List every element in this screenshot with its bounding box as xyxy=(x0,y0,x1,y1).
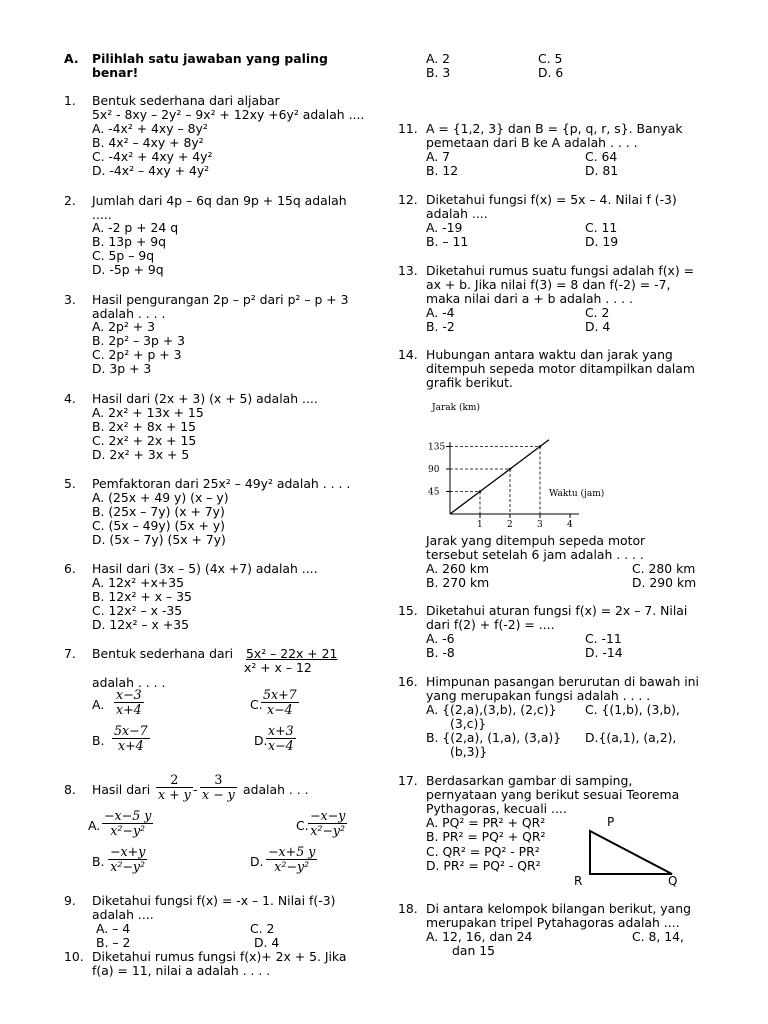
question-text: A = {1,2, 3} dan B = {p, q, r, s}. Banyak xyxy=(426,121,683,136)
option-b: B. {(2,a), (1,a), (3,a)} xyxy=(426,730,562,745)
question-text: ..... xyxy=(92,207,112,222)
question-text: Bentuk sederhana dari xyxy=(92,646,234,661)
option-c: C. (5x – 49y) (5x + y) xyxy=(92,518,225,533)
question-number: 11. xyxy=(398,121,418,136)
question-number: 14. xyxy=(398,347,418,362)
option-b: B. 4x² – 4xy + 8y² xyxy=(92,135,204,150)
option-a-label: A. xyxy=(88,818,101,833)
option-c: C. 2p² + p + 3 xyxy=(92,347,182,362)
option-a: A. 2x² + 13x + 15 xyxy=(92,405,204,420)
minus-sign: - xyxy=(193,782,198,797)
option-c: C. 11 xyxy=(585,220,618,235)
question-text: pernyataan yang berikut sesuai Teorema xyxy=(426,787,680,802)
fraction-1: $\frac{2}{x + y}$ xyxy=(158,772,191,802)
option-a: A. 7 xyxy=(426,149,451,164)
option-a: A. -6 xyxy=(426,631,455,646)
option-c: C. -11 xyxy=(585,631,622,646)
question-text: Pythagoras, kecuali .... xyxy=(426,801,567,816)
x-tick-label: 4 xyxy=(567,520,573,530)
x-tick-label: 3 xyxy=(537,520,543,530)
question-number: 1. xyxy=(64,93,76,108)
question-number: 4. xyxy=(64,391,76,406)
question-text: merupakan tripel Pytahagoras adalah .... xyxy=(426,915,680,930)
option-d: D. 290 km xyxy=(632,575,697,590)
question-number: 15. xyxy=(398,603,418,618)
option-c-fraction: $\frac{5x+7}{x-4}$ xyxy=(263,687,297,717)
option-d: D. -5p + 9q xyxy=(92,262,164,277)
option-a: A. -4x² + 4xy – 8y² xyxy=(92,121,208,136)
question-text: Bentuk sederhana dari aljabar xyxy=(92,93,280,108)
option-c: C. 8, 14, xyxy=(632,929,684,944)
question-text: dari f(2) + f(-2) = .... xyxy=(426,617,555,632)
option-a: A. 12x² +x+35 xyxy=(92,575,185,590)
vertex-p-label: P xyxy=(607,815,615,829)
option-c: C. {(1,b), (3,b), xyxy=(585,702,680,717)
option-d-label: D. xyxy=(254,733,268,748)
series-line xyxy=(450,440,549,514)
data-point xyxy=(509,468,512,471)
question-text: 5x² - 8xy – 2y² – 9x² + 12xy +6y² adalah .... xyxy=(92,107,365,122)
question-number: 16. xyxy=(398,674,418,689)
question-text: Diketahui rumus fungsi f(x)+ 2x + 5. Jika xyxy=(92,949,347,964)
option-a: A. -19 xyxy=(426,220,463,235)
question-number: 9. xyxy=(64,893,76,908)
question-text: adalah .... xyxy=(92,907,154,922)
instruction-line-2: benar! xyxy=(92,65,139,80)
question-number: 2. xyxy=(64,193,76,208)
option-d: D. (5x – 7y) (5x + 7y) xyxy=(92,532,226,547)
question-text: adalah . . . xyxy=(243,782,309,797)
question-number: 10. xyxy=(64,949,84,964)
option-a: A. 2p² + 3 xyxy=(92,319,155,334)
option-b-fraction: $\frac{5x-7}{x+4}$ xyxy=(114,723,148,753)
option-b: B. 13p + 9q xyxy=(92,234,167,249)
question-text: Hubungan antara waktu dan jarak yang xyxy=(426,347,673,362)
option-a-cont: dan 15 xyxy=(452,943,496,958)
option-b-label: B. xyxy=(92,854,105,869)
question-text: grafik berikut. xyxy=(426,375,513,390)
option-d: D. 19 xyxy=(585,234,619,249)
question-text: Diketahui rumus suatu fungsi adalah f(x) = xyxy=(426,263,695,278)
option-a: A. 260 km xyxy=(426,561,489,576)
data-point xyxy=(479,490,482,493)
question-text: Himpunan pasangan berurutan di bawah ini xyxy=(426,674,699,689)
question-text: ditempuh sepeda motor ditampilkan dalam xyxy=(426,361,695,376)
question-text: tersebut setelah 6 jam adalah . . . . xyxy=(426,547,644,562)
option-a: A. (25x + 49 y) (x – y) xyxy=(92,490,229,505)
option-b: B. 2p² – 3p + 3 xyxy=(92,333,186,348)
x-tick-label: 1 xyxy=(477,520,483,530)
y-tick-label: 90 xyxy=(428,465,440,475)
data-point xyxy=(539,445,542,448)
option-a: A. PQ² = PR² + QR² xyxy=(426,815,546,830)
question-text: Pemfaktoran dari 25x² – 49y² adalah . . . . xyxy=(92,476,351,491)
option-b: B. 2x² + 8x + 15 xyxy=(92,419,197,434)
question-number: 8. xyxy=(64,782,76,797)
question-text: Jumlah dari 4p – 6q dan 9p + 15q adalah xyxy=(92,193,347,208)
question-text: Diketahui fungsi f(x) = 5x – 4. Nilai f (-3) xyxy=(426,192,677,207)
option-d: D. -14 xyxy=(585,645,623,660)
option-d-cont: (b,3)} xyxy=(450,744,488,759)
question-text: Diketahui fungsi f(x) = -x – 1. Nilai f(-3) xyxy=(92,893,336,908)
option-d-label: D. xyxy=(250,854,264,869)
y-tick-label: 135 xyxy=(428,442,446,453)
question-number: 5. xyxy=(64,476,76,491)
question-number: 18. xyxy=(398,901,418,916)
fraction-denominator: x² + x – 12 xyxy=(244,660,312,675)
section-label: A. xyxy=(64,51,79,66)
option-d: D. 6 xyxy=(538,65,564,80)
option-c-fraction: $\frac{-x-y}{\text{x²−y²}}$ xyxy=(310,808,346,838)
option-a: A. {(2,a),(3,b), (2,c)} xyxy=(426,702,557,717)
question-text: adalah . . . . xyxy=(92,306,166,321)
question-text: Di antara kelompok bilangan berikut, yang xyxy=(426,901,691,916)
option-d: D. -4x² – 4xy + 4y² xyxy=(92,163,210,178)
question-number: 3. xyxy=(64,292,76,307)
vertex-q-label: Q xyxy=(668,874,678,888)
question-text: adalah .... xyxy=(426,206,488,221)
vertex-r-label: R xyxy=(574,874,583,888)
question-text: adalah . . . . xyxy=(92,675,166,690)
option-b: B. -2 xyxy=(426,319,455,334)
question-text: Hasil dari xyxy=(92,782,151,797)
option-c: C. 2 xyxy=(585,305,610,320)
option-b: B. 270 km xyxy=(426,575,490,590)
option-c: C. 2 xyxy=(250,921,275,936)
instruction-line-1: Pilihlah satu jawaban yang paling xyxy=(92,51,328,66)
option-c: C. 64 xyxy=(585,149,618,164)
question-number: 12. xyxy=(398,192,418,207)
option-d: D. 4 xyxy=(585,319,611,334)
option-d: D. 3p + 3 xyxy=(92,361,152,376)
option-d: D. PR² = PQ² - QR² xyxy=(426,858,541,873)
option-b: B. -8 xyxy=(426,645,455,660)
option-d-fraction: $\frac{-x+5 y}{\text{x²−y²}}$ xyxy=(268,844,316,874)
option-c: C. 280 km xyxy=(632,561,696,576)
option-d: D. 12x² – x +35 xyxy=(92,617,189,632)
option-b-fraction: $\frac{-x+y}{\text{x²−y²}}$ xyxy=(110,844,146,874)
y-axis-label: Jarak (km) xyxy=(432,403,480,413)
question-text: Berdasarkan gambar di samping, xyxy=(426,773,633,788)
option-d: D. 81 xyxy=(585,163,619,178)
question-text: Hasil dari (2x + 3) (x + 5) adalah .... xyxy=(92,391,318,406)
question-text: ax + b. Jika nilai f(3) = 8 dan f(-2) = -7, xyxy=(426,277,671,292)
option-c-cont: (3,c)} xyxy=(450,716,487,731)
question-text: Hasil dari (3x – 5) (4x +7) adalah .... xyxy=(92,561,318,576)
fraction-numerator: 5x² – 22x + 21 xyxy=(246,646,338,661)
option-b: B. 12 xyxy=(426,163,459,178)
question-text: maka nilai dari a + b adalah . . . . xyxy=(426,291,633,306)
option-a-fraction: $\frac{-x-5 y}{\text{x²−y²}}$ xyxy=(104,808,152,838)
option-d-fraction: $\frac{x+3}{x-4}$ xyxy=(268,723,294,753)
option-a: A. 2 xyxy=(426,51,451,66)
question-number: 7. xyxy=(64,646,76,661)
option-a: A. 12, 16, dan 24 xyxy=(426,929,533,944)
option-d: D. 2x² + 3x + 5 xyxy=(92,447,190,462)
option-c: C. 12x² – x -35 xyxy=(92,603,183,618)
question-text: f(a) = 11, nilai a adalah . . . . xyxy=(92,963,271,978)
option-d: D. 4 xyxy=(254,935,280,950)
option-a: A. -2 p + 24 q xyxy=(92,220,179,235)
option-d: D.{(a,1), (a,2), xyxy=(585,730,677,745)
option-c: C. 5 xyxy=(538,51,563,66)
right-triangle-diagram xyxy=(574,814,690,890)
fraction-2: $\frac{3}{x - y}$ xyxy=(202,772,235,802)
option-b: B. – 2 xyxy=(96,935,131,950)
question-text: Diketahui aturan fungsi f(x) = 2x – 7. Nilai xyxy=(426,603,688,618)
option-a-label: A. xyxy=(92,697,105,712)
question-number: 17. xyxy=(398,773,418,788)
question-number: 6. xyxy=(64,561,76,576)
option-c: C. 5p – 9q xyxy=(92,248,155,263)
option-b-label: B. xyxy=(92,733,105,748)
question-text: yang merupakan fungsi adalah . . . . xyxy=(426,688,651,703)
option-b: B. PR² = PQ² + QR² xyxy=(426,829,546,844)
question-text: Jarak yang ditempuh sepeda motor xyxy=(426,533,646,548)
option-b: B. (25x – 7y) (x + 7y) xyxy=(92,504,225,519)
option-a: A. – 4 xyxy=(96,921,131,936)
option-b: B. 12x² + x – 35 xyxy=(92,589,192,604)
option-c-label: C. xyxy=(296,818,309,833)
distance-time-chart xyxy=(420,396,670,530)
option-c: C. QR² = PQ² - PR² xyxy=(426,844,540,859)
option-c-label: C. xyxy=(250,697,263,712)
x-axis-label: Waktu (jam) xyxy=(549,489,605,499)
option-c: C. 2x² + 2x + 15 xyxy=(92,433,197,448)
option-a-fraction: $\frac{x-3}{x+4}$ xyxy=(116,687,142,717)
option-b: B. – 11 xyxy=(426,234,469,249)
question-number: 13. xyxy=(398,263,418,278)
option-a: A. -4 xyxy=(426,305,455,320)
option-b: B. 3 xyxy=(426,65,451,80)
question-text: Hasil pengurangan 2p – p² dari p² – p + 3 xyxy=(92,292,349,307)
triangle-shape xyxy=(590,831,672,874)
y-tick-label: 45 xyxy=(428,487,440,498)
question-text: pemetaan dari B ke A adalah . . . . xyxy=(426,135,638,150)
option-c: C. -4x² + 4xy + 4y² xyxy=(92,149,213,164)
x-tick-label: 2 xyxy=(507,520,513,530)
